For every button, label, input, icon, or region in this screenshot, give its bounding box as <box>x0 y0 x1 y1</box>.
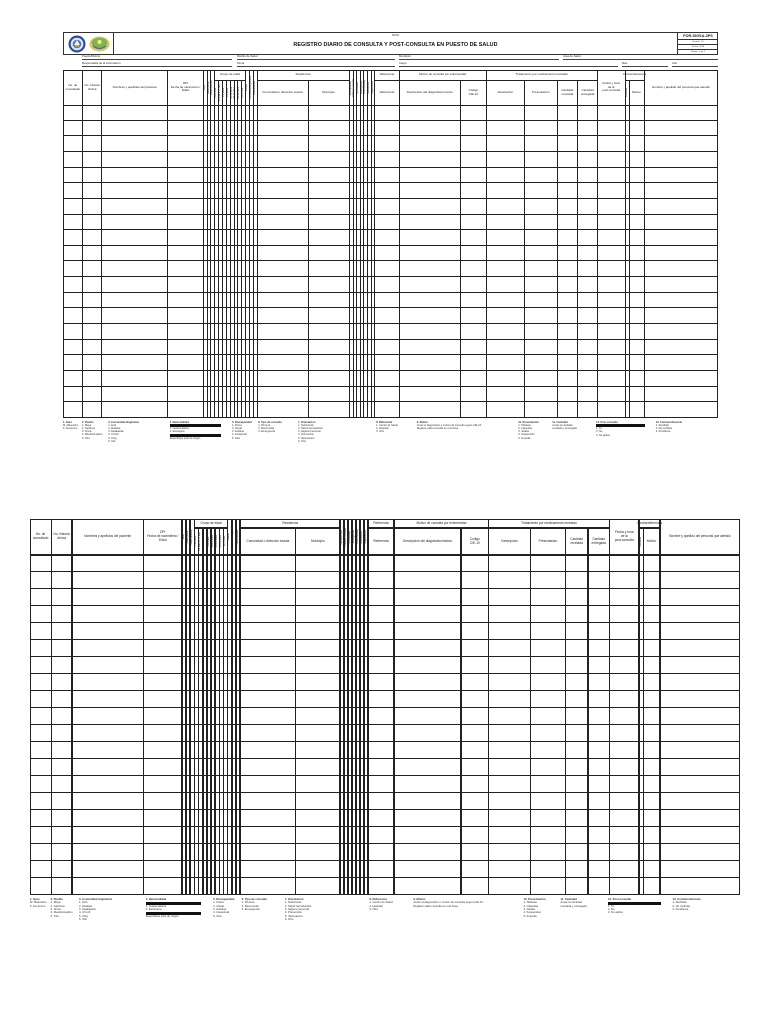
column-header-label: Descripción <box>497 89 514 94</box>
form-header <box>63 32 718 55</box>
legend-line: 3. Higiene personal <box>298 430 321 434</box>
column-header-label: Nombres y apellidos del paciente <box>112 84 157 89</box>
column-header-label: Motivo <box>646 538 657 543</box>
column-header-label: Comunidad lingüística <box>231 524 235 550</box>
column-header-label: 5-9 años <box>226 87 229 98</box>
column-header-label: Orientación <box>359 530 363 544</box>
column-header-label: 15-19 años <box>214 535 218 548</box>
legend-line: 1. Tabletas <box>518 424 531 428</box>
column-header-label: Nacionalidad <box>253 80 256 95</box>
legend-line: 2. No recibida <box>655 427 672 431</box>
legend-line: Anote el diagnóstico o motivo de consulta según CIE-10 <box>416 424 482 428</box>
puesto-distrito-field <box>82 54 232 60</box>
legend-line: Anote la cantidad <box>560 900 582 905</box>
column-header-label: Nombre y apellido del personal que atendió <box>669 534 731 539</box>
legend-line: 2. Extranjera <box>145 907 162 912</box>
legend-line: 5. Vacunación <box>298 436 315 440</box>
column-header-label: Discapacidad <box>339 529 343 545</box>
column-header-label: 29 días a <1 año <box>219 83 222 102</box>
firma-field <box>237 61 395 67</box>
column-header-label: Municipio <box>322 89 335 94</box>
legend-line: 3. Awakateka <box>78 907 96 912</box>
column-header-label: 0-28 días <box>215 87 218 98</box>
form-code-line: Página: 1 de 1 <box>690 51 706 53</box>
legend-line: 5. Vacunación <box>284 913 303 918</box>
column-header-label: Post-consulta <box>364 80 367 95</box>
group-header-label: Contrarreferencia <box>637 520 662 525</box>
column-header-label: No. de consultado <box>65 83 81 91</box>
column-header-label: Cantidad recetada <box>561 88 574 96</box>
legend-line: 3. Emergencia <box>241 907 260 912</box>
legend-line: 2. No recibida <box>672 903 690 908</box>
column-header-label: 1-4 años <box>222 87 225 98</box>
legend-line: 4. Mestizo/Ladino <box>81 433 103 437</box>
legend-line: 4. Mestizo/Ladino <box>50 910 73 915</box>
legend-line: 5. Chuj <box>108 436 117 440</box>
column-header-label: Cantidad entregada <box>591 536 606 545</box>
legend-block-2-pueblo <box>82 421 106 440</box>
legend-title: 8. Referencia <box>369 897 387 901</box>
column-header-label: Código CIE-10 <box>469 536 480 545</box>
legend-line: M. Masculino <box>30 900 47 905</box>
group-header-label: Motivo de consulta por enfermedad <box>419 72 467 77</box>
anio-field <box>672 61 718 67</box>
legend-line: 4. Suspensión <box>518 433 535 437</box>
legend-title: 12. Post-consulta <box>596 421 618 424</box>
legend-line: 6. Itza' <box>108 439 116 443</box>
column-header-label: Comunidad o dirección exacta <box>262 89 303 94</box>
legend-line: 3. Jarabe <box>523 907 536 912</box>
legend-line: 1. Recibida <box>655 424 669 428</box>
legend-line: 3. Pendiente <box>672 907 689 912</box>
legend-block-3-comunidad-linguistica <box>108 421 168 443</box>
cargo-field <box>399 61 618 67</box>
form-page-2-table <box>30 519 740 922</box>
group-header-label: Referencia <box>373 520 389 525</box>
column-header-label: Presentación <box>532 89 550 94</box>
legend-block-13-contrarreferencia <box>673 898 738 911</box>
group-header-label: Motivo de consulta por enfermedad <box>416 520 467 525</box>
column-header-label: Comunidad lingüística <box>249 76 252 99</box>
field-label: Municipio <box>399 54 411 59</box>
field-label: Distrito de Salud <box>237 54 258 59</box>
group-header-label: Grupo de edad <box>220 72 241 77</box>
legend-line: 1. Tabletas <box>523 900 537 905</box>
legend-block-6-tipo-de-consulta <box>258 421 296 433</box>
legend-block-9-motivo <box>413 898 521 908</box>
legend-line: 4. Intelectual <box>231 433 247 437</box>
column-header-label: 1-4 años <box>202 536 206 547</box>
legend-title: 11. Cantidad <box>560 897 577 901</box>
column-header-label: 15-19 años <box>234 86 237 99</box>
legend-line: 2. Reconsulta <box>241 903 259 908</box>
legend-line: 2. Cápsulas <box>523 903 539 908</box>
legend-line: 3. Jarabe <box>518 430 530 434</box>
field-label: Área de Salud <box>563 54 581 59</box>
column-header-label: 0-28 días <box>194 536 198 547</box>
responsable-field <box>82 61 232 67</box>
legend-line: 2. Akateka <box>78 903 93 908</box>
column-header-label: No. de consultado <box>32 532 49 540</box>
column-header-label: Seguimiento <box>363 530 367 544</box>
legend-title: 1. Sexo <box>63 421 73 424</box>
legend-line: 4. Intelectual <box>213 910 230 915</box>
column-header-label: Edad (meses) <box>189 529 193 545</box>
legend-line: 2. No <box>596 430 603 434</box>
legend-title: 7. Orientación <box>284 897 304 901</box>
column-header-label: Descripción <box>501 538 518 543</box>
column-header-label: Pueblo <box>245 83 248 92</box>
column-header-label: 60 y más <box>223 536 227 547</box>
legend-block-1-sexo <box>63 421 80 430</box>
column-header-label: Motivo <box>632 89 641 94</box>
legend-block-10-presentacion <box>523 898 558 918</box>
legend-title: 9. Motivo <box>413 897 426 901</box>
legend-line: 1. Primera <box>258 424 271 428</box>
legend-block-11-cantidad <box>552 421 594 430</box>
legend-line: 2. Salud reproductiva <box>284 903 312 908</box>
field-label: Cargo <box>399 61 407 66</box>
legend-line: 3. Awakateka <box>108 430 124 434</box>
legend-line: 4. Prevención <box>284 910 302 915</box>
legend-line: 3. Xinca <box>81 430 92 434</box>
legend-line: 3. Pendiente <box>655 430 671 434</box>
legend-line: recetada y entregada <box>552 427 577 431</box>
column-header-label: Nacionalidad <box>235 529 239 545</box>
legend-line: 3. Otro <box>376 430 385 434</box>
column-header-label: Comunidad o dirección exacta <box>246 538 290 543</box>
legend-title: 1. Sexo <box>30 897 40 901</box>
form-code-line: Versión: 1.0 <box>678 40 718 45</box>
column-header-label: Fecha y hora de la post-consulta <box>602 81 621 93</box>
column-header-label: 10-14 años <box>230 86 233 99</box>
legend-line: 1. Nutricional <box>298 424 314 428</box>
legend-line: F. Femenino <box>63 427 78 431</box>
legend-line: 4. Suspensión <box>523 910 542 915</box>
legend-block-12-post-consulta <box>596 421 654 437</box>
column-header-label: 20-59 años <box>238 86 241 99</box>
legend-line: 5. Otra <box>231 436 240 440</box>
legend-block-6-tipo-de-consulta <box>242 898 283 911</box>
column-header-label: Seguimiento <box>371 81 374 94</box>
legend-title: 3. Comunidad lingüística <box>78 897 113 901</box>
legend-title: 8. Referencia <box>376 421 393 424</box>
group-header-label: Tratamiento por medicamento recetado <box>515 72 568 77</box>
legend-line: 6. Itza' <box>78 917 88 922</box>
legend-line: 4. Ch'orti' <box>78 910 91 915</box>
column-header-label: Reconsulta <box>357 81 360 94</box>
legend-block-1-sexo <box>30 898 49 908</box>
column-header-label: Sexo <box>203 84 206 91</box>
legend-line: 2. Reconsulta <box>258 427 275 431</box>
legend-line: Registre cada consulta en una línea <box>416 427 459 431</box>
column-header-label: 10-14 años <box>210 535 214 548</box>
legend-title: 13. Contrarreferencia <box>672 897 701 901</box>
legend-line: 2. Extranjera <box>169 430 185 434</box>
legend-title: 13. Contrarreferencia <box>655 421 682 424</box>
form-code-box <box>677 33 718 54</box>
legend-line: 3. Otro <box>369 907 378 912</box>
table-border <box>63 70 718 418</box>
legend-line: 6. Otro <box>298 439 307 443</box>
legend-title: 6. Tipo de consulta <box>258 421 282 424</box>
legend-line: 2. Garífuna <box>50 903 65 908</box>
legend-line: 2. Hospital <box>369 903 383 908</box>
legend-line: 4. Prevención <box>298 433 315 437</box>
sigsa-logo-icon <box>89 36 110 52</box>
legend-line: 6. Otro <box>284 917 294 922</box>
legend-line: 1. Física <box>231 424 242 428</box>
legend-line: 3. No aplica <box>596 433 610 437</box>
legend-line: 2. No <box>607 907 615 912</box>
column-header-label: Nombre y apellido del personal que atendió <box>652 84 710 89</box>
legend-title: 2. Pueblo <box>81 421 94 424</box>
column-header-label: 5-9 años <box>206 536 210 547</box>
legend-line: 5. Otro <box>50 913 60 918</box>
legend-block-12-post-consulta <box>608 898 671 915</box>
legend-line: recetada y entregada <box>560 903 587 908</box>
legend-title: 12. Post-consulta <box>607 897 632 901</box>
column-header-label: Pueblo <box>227 533 231 541</box>
column-header-label: DPI Fecha de nacimiento / Edad <box>170 81 201 93</box>
legend-line: 2. Salud reproductiva <box>298 427 323 431</box>
legend-line: Anote el diagnóstico o motivo de consulta según CIE-10 <box>413 900 483 905</box>
legend-title: 4. Nacionalidad <box>145 897 167 901</box>
legend-block-3-comunidad-linguistica <box>79 898 144 921</box>
legend-title: 3. Comunidad lingüística <box>108 421 139 424</box>
mes-field <box>622 61 668 67</box>
group-header-label: Residencia <box>295 72 311 77</box>
ministry-seal-icon <box>68 35 86 53</box>
legend-line: 5. Chuj <box>78 913 88 918</box>
column-header-label: Sexo <box>181 534 185 540</box>
column-header-label: Primera consulta <box>343 527 347 547</box>
legend-block-5-discapacidad <box>232 421 256 440</box>
legend-line: 1. Nutricional <box>284 900 302 905</box>
column-header-label: Presentación <box>538 538 558 543</box>
legend-line: 2. Visual <box>231 427 242 431</box>
legend-line: 1. Guatemalteca <box>169 427 189 431</box>
group-header-label: Referencia <box>379 72 395 77</box>
column-header-label: Referencia <box>379 89 395 94</box>
legend-block-8-referencia <box>376 421 415 433</box>
column-header-label: Cantidad entregada <box>580 88 595 96</box>
column-header-label: No. historia clínica <box>84 83 100 91</box>
column-header-label: Emergencia <box>351 530 355 544</box>
legend-line: 1. Sí <box>607 903 614 908</box>
legend-line: 1. Maya <box>81 424 92 428</box>
legend-block-8-referencia <box>369 898 411 911</box>
legend-block-7-orientacion <box>298 421 374 443</box>
field-label: Año <box>672 61 677 66</box>
group-header-label: Tratamiento por medicamento recetado <box>521 520 577 525</box>
legend-line: 3. Auditiva <box>231 430 244 434</box>
column-header-label: 20-59 años <box>219 535 222 548</box>
legend-line: Especifique país de origen <box>169 436 201 440</box>
column-header-label: Edad (meses) <box>211 80 214 95</box>
column-header-label: Municipio <box>311 538 325 543</box>
legend-line: F. Femenino <box>30 903 46 908</box>
legend-line: 5. Ampolla <box>523 913 537 918</box>
column-header-label: Descripción del diagnóstico/motivo <box>403 538 453 543</box>
column-header-label: Recibida <box>638 536 642 547</box>
legend-title: 6. Tipo de consulta <box>241 897 267 901</box>
column-header-label: Código CIE-10 <box>468 88 479 96</box>
legend-block-5-discapacidad <box>213 898 239 918</box>
legend-line: 1. Primera <box>241 900 255 905</box>
legend-line: 1. Guatemalteca <box>145 903 167 908</box>
legend-block-4-nacionalidad <box>146 898 211 918</box>
legend-line: 2. Hospital <box>376 427 389 431</box>
legend-line: 1. Sí <box>596 427 602 431</box>
legend-title: 4. Nacionalidad <box>169 421 189 424</box>
legend-line: 5. Ampolla <box>518 436 531 440</box>
legend-title: 10. Presentación <box>518 421 539 424</box>
group-header-label: Contrarreferencia <box>622 72 647 77</box>
form-code-line: Fecha: 2016 <box>678 45 718 50</box>
legend-line: Especifique país de origen <box>145 913 179 918</box>
column-header-label: Edad (años) <box>185 530 189 544</box>
legend-title: 7. Orientación <box>298 421 316 424</box>
legend-line: 1. Centro de Salud <box>369 900 393 905</box>
legend-line: 5. Otra <box>213 913 222 918</box>
column-header-label: Edad (años) <box>207 81 210 94</box>
column-header-label: Emergencia <box>360 81 363 94</box>
legend-block-11-cantidad <box>560 898 606 908</box>
legend-line: 5. Otro <box>81 436 90 440</box>
column-header-label: Cantidad recetada <box>570 536 584 545</box>
legend-title: 2. Pueblo <box>50 897 64 901</box>
column-header-label: Descripción del diagnóstico/motivo <box>406 89 453 94</box>
legend-line: Anote la cantidad <box>552 424 573 428</box>
column-header-label: DPI Fecha de nacimiento / Edad <box>147 530 179 542</box>
field-label: Puesto/Distrito <box>82 54 101 59</box>
form-title: REGISTRO DIARIO DE CONSULTA Y POST-CONSULTA EN PUESTO DE SALUD <box>293 41 498 48</box>
legend-line: 3. No aplica <box>607 910 623 915</box>
legend-line: 3. Xinca <box>50 907 61 912</box>
header-top-note: SIGSA <box>391 33 400 37</box>
legend-block-2-pueblo <box>51 898 77 918</box>
form-page-1-table <box>63 70 718 443</box>
legend-line: 1. Recibida <box>672 900 687 905</box>
legend-line: 2. Visual <box>213 903 224 908</box>
legend-line: 1. Achi <box>108 424 116 428</box>
legend-line: 2. Garífuna <box>81 427 95 431</box>
legend-line: 1. Maya <box>50 900 61 905</box>
column-header-label: Primera consulta <box>353 78 356 97</box>
legend-block-4-nacionalidad <box>170 421 230 440</box>
legend-line: 1. Achi <box>78 900 88 905</box>
table-border <box>30 519 740 895</box>
column-header-label: Nombres y apellidos del paciente <box>84 534 132 539</box>
legend-line: 2. Akateka <box>108 427 121 431</box>
form-code: FOR-SIGSA-3PS <box>678 33 718 40</box>
legend-line: 3. Emergencia <box>258 430 275 434</box>
legend-line: 2. Cápsulas <box>518 427 532 431</box>
column-header-label: Referencia <box>373 538 389 543</box>
group-header-label: Residencia <box>282 520 299 525</box>
legend-line: Registre cada consulta en una línea <box>413 903 459 908</box>
group-header-label: Grupo de edad <box>200 520 222 525</box>
municipio-field <box>399 54 559 60</box>
field-label: Responsable de la información <box>82 61 121 66</box>
column-header-label: No. historia clínica <box>53 532 70 540</box>
legend-line: 1. Física <box>213 900 224 905</box>
logo-area <box>64 33 114 54</box>
legend-line: 4. Ch'orti' <box>108 433 119 437</box>
column-header-label: Fecha y hora de la post-consulta <box>614 530 634 542</box>
field-label: Mes <box>622 61 628 66</box>
legend-line: 3. Higiene personal <box>284 907 309 912</box>
legend-block-9-motivo <box>417 421 517 430</box>
column-header-label: Recibida <box>625 87 628 98</box>
legend-line: M. Masculino <box>63 424 79 428</box>
legend-title: 11. Cantidad <box>552 421 568 424</box>
legend-block-7-orientacion <box>285 898 367 921</box>
legend-line: 1. Centro de Salud <box>376 424 398 428</box>
legend-line: 3. Auditiva <box>213 907 227 912</box>
legend-title: 5. Discapacidad <box>213 897 235 901</box>
legend-title: 10. Presentación <box>523 897 546 901</box>
column-header-label: 29 días a <1 año <box>198 532 202 551</box>
column-header-label: 60 y más <box>242 87 245 98</box>
column-header-label: Reconsulta <box>347 530 351 544</box>
legend-title: 5. Discapacidad <box>231 421 252 424</box>
legend-block-13-contrarreferencia <box>656 421 716 433</box>
distrito-de-salud-field <box>237 54 395 60</box>
column-header-label: Orientación <box>367 81 370 94</box>
column-header-label: Discapacidad <box>349 80 352 95</box>
field-label: Firma <box>237 61 245 66</box>
legend-block-10-presentacion <box>518 421 550 440</box>
legend-title: 9. Motivo <box>416 421 428 424</box>
area-de-salud-field <box>563 54 718 60</box>
column-header-label: Post-consulta <box>355 529 359 545</box>
